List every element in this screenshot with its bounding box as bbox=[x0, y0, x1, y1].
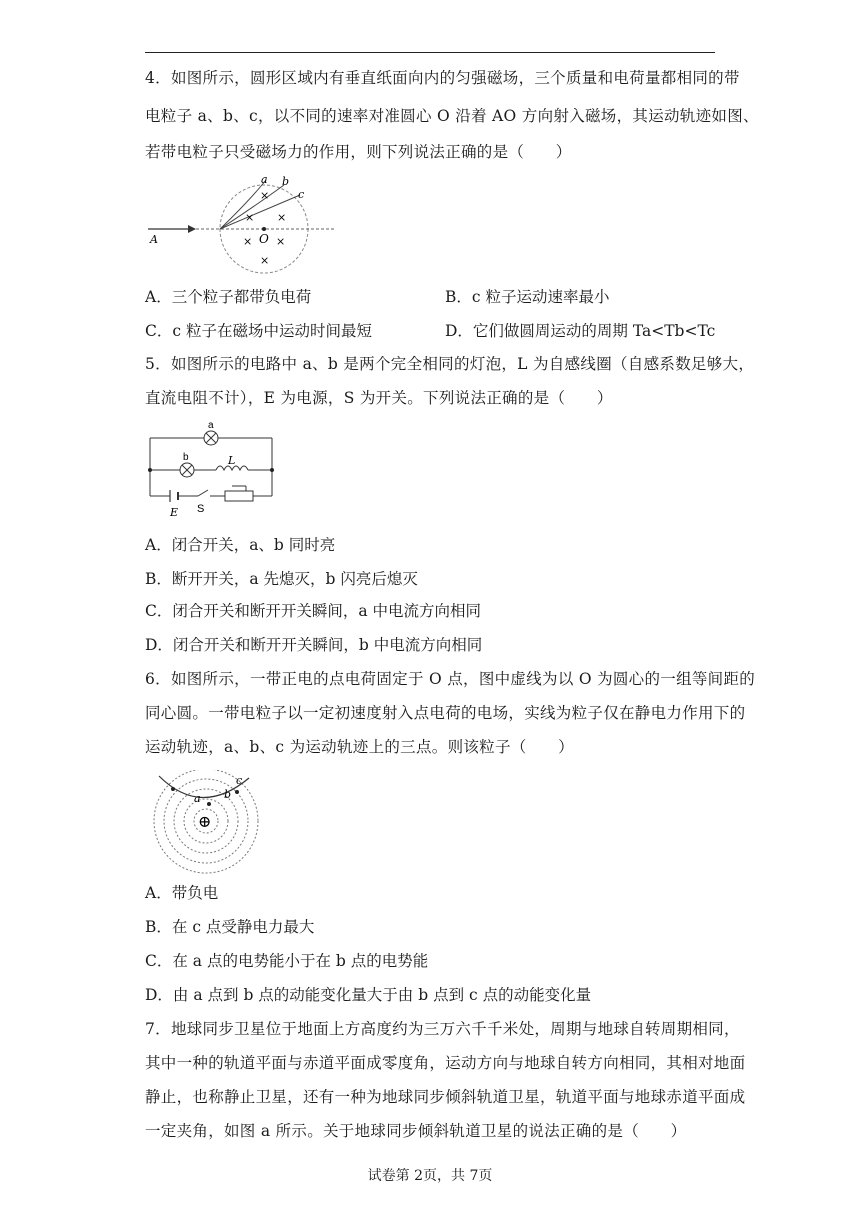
label-source-E: E bbox=[170, 506, 179, 519]
label-lamp-b: b bbox=[183, 452, 189, 463]
center-point bbox=[262, 227, 266, 231]
label-inductor-L: L bbox=[228, 454, 236, 467]
field-x-mark: × bbox=[245, 211, 255, 224]
header-rule bbox=[145, 52, 715, 53]
label-lamp-a: a bbox=[208, 420, 214, 431]
field-x-mark: × bbox=[260, 189, 270, 202]
q4-option-d[interactable]: D．它们做圆周运动的周期 Ta<Tb<Tc bbox=[445, 322, 716, 340]
label-c: c bbox=[298, 188, 305, 201]
label-c: c bbox=[236, 774, 243, 787]
q4-line-1: 4．如图所示，圆形区域内有垂直纸面向内的匀强磁场，三个质量和电荷量都相同的带 bbox=[145, 69, 740, 87]
q4-line-2: 电粒子 a、b、c，以不同的速率对准圆心 O 沿着 AO 方向射入磁场，其运动轨迹如图、 bbox=[145, 107, 759, 125]
label-b: b bbox=[224, 788, 232, 801]
q4-option-c[interactable]: C．c 粒子在磁场中运动时间最短 bbox=[145, 322, 372, 340]
q6-line-3: 运动轨迹，a、b、c 为运动轨迹上的三点。则该粒子（ ） bbox=[145, 738, 574, 756]
q6-option-d[interactable]: D．由 a 点到 b 点的动能变化量大于由 b 点到 c 点的动能变化量 bbox=[145, 986, 592, 1004]
q6-field-figure bbox=[145, 770, 270, 875]
field-x-mark: × bbox=[276, 235, 286, 248]
page-footer: 试卷第 2页，共 7页 bbox=[367, 1168, 493, 1184]
q6-line-1: 6．如图所示，一带正电的点电荷固定于 O 点，图中虚线为以 O 为圆心的一组等间距的 bbox=[145, 670, 756, 688]
q6-option-c[interactable]: C．在 a 点的电势能小于在 b 点的电势能 bbox=[145, 952, 429, 970]
q6-option-a[interactable]: A．带负电 bbox=[145, 884, 219, 902]
q5-option-b[interactable]: B．断开开关，a 先熄灭，b 闪亮后熄灭 bbox=[145, 570, 418, 588]
trajectory-a bbox=[220, 180, 266, 229]
field-x-mark: × bbox=[277, 211, 287, 224]
label-a: a bbox=[194, 792, 201, 805]
q5-line-2: 直流电阻不计），E 为电源，S 为开关。下列说法正确的是（ ） bbox=[145, 389, 613, 407]
q7-line-4: 一定夹角，如图 a 所示。关于地球同步倾斜轨道卫星的说法正确的是（ ） bbox=[145, 1122, 687, 1140]
q5-circuit-figure bbox=[140, 420, 285, 520]
field-x-mark: × bbox=[243, 235, 253, 248]
q5-option-c[interactable]: C．闭合开关和断开开关瞬间，a 中电流方向相同 bbox=[145, 602, 482, 620]
label-O: O bbox=[259, 232, 269, 246]
q7-line-1: 7．地球同步卫星位于地面上方高度约为三万六千千米处，周期与地球自转周期相同， bbox=[145, 1020, 740, 1038]
positive-charge-icon: ⊕ bbox=[198, 812, 212, 831]
label-A: A bbox=[150, 233, 158, 246]
q7-line-3: 静止，也称静止卫星，还有一种为地球同步倾斜轨道卫星，轨道平面与地球赤道平面成 bbox=[145, 1088, 746, 1106]
field-x-mark: × bbox=[260, 254, 270, 267]
label-switch-S: S bbox=[197, 503, 205, 515]
label-a: a bbox=[261, 173, 268, 186]
q6-line-2: 同心圆。一带电粒子以一定初速度射入点电荷的电场，实线为粒子仅在静电力作用下的 bbox=[145, 704, 746, 722]
q4-magnetic-field-figure bbox=[140, 170, 340, 275]
label-b: b bbox=[282, 175, 290, 188]
q4-option-a[interactable]: A．三个粒子都带负电荷 bbox=[145, 288, 312, 306]
q5-option-a[interactable]: A．闭合开关，a、b 同时亮 bbox=[145, 536, 336, 554]
q6-option-b[interactable]: B．在 c 点受静电力最大 bbox=[145, 918, 315, 936]
arrow-icon bbox=[188, 225, 196, 233]
q7-line-2: 其中一种的轨道平面与赤道平面成零度角，运动方向与地球自转方向相同，其相对地面 bbox=[145, 1054, 746, 1072]
q5-line-1: 5．如图所示的电路中 a、b 是两个完全相同的灯泡，L 为自感线圈（自感系数足够大， bbox=[145, 355, 755, 373]
q5-option-d[interactable]: D．闭合开关和断开开关瞬间，b 中电流方向相同 bbox=[145, 636, 483, 654]
q4-option-b[interactable]: B．c 粒子运动速率最小 bbox=[445, 288, 610, 306]
q4-line-3: 若带电粒子只受磁场力的作用，则下列说法正确的是（ ） bbox=[145, 143, 572, 161]
